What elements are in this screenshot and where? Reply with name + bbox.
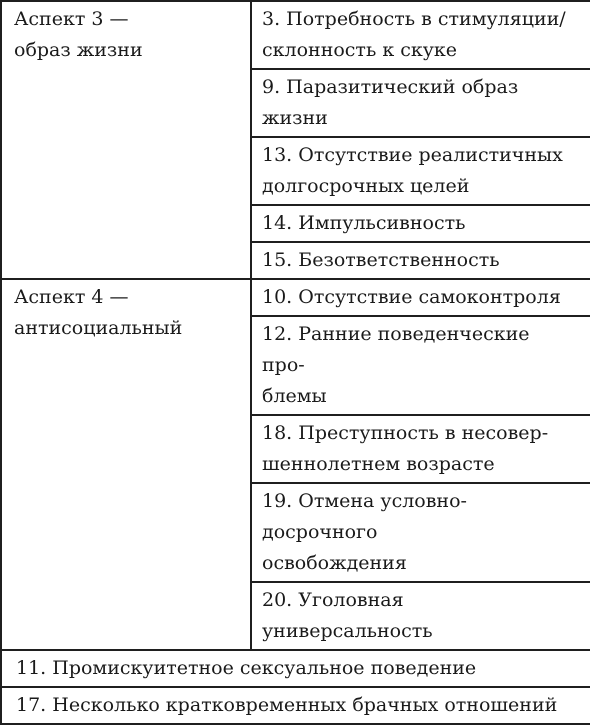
item-cell xyxy=(251,279,590,316)
item-text: 13. Отсутствие реалистичных xyxy=(262,144,563,166)
item-cell xyxy=(251,582,590,650)
item-text: 18. Преступность в несовер- xyxy=(262,422,549,444)
item-cell xyxy=(251,69,590,137)
aspect-label-line: антисоциальный xyxy=(14,317,183,339)
item-text: 17. Несколько кратковременных брачных отношений xyxy=(16,694,558,716)
item-cell xyxy=(251,205,590,242)
table-row xyxy=(1,1,590,69)
full-width-item xyxy=(1,687,590,724)
item-cell xyxy=(251,415,590,483)
item-text: 12. Ранние поведенческие про- xyxy=(262,323,530,376)
item-cell xyxy=(251,483,590,582)
item-text: 19. Отмена условно-досрочного xyxy=(262,490,467,543)
item-text: 3. Потребность в стимуляции/ xyxy=(262,8,566,30)
item-text: 14. Импульсивность xyxy=(262,212,466,234)
item-text: 15. Безответственность xyxy=(262,249,500,271)
table-row xyxy=(1,650,590,687)
aspect-label-line: образ жизни xyxy=(14,39,143,61)
item-cell xyxy=(251,1,590,69)
item-text: склонность к скуке xyxy=(262,39,458,61)
table-row xyxy=(1,687,590,724)
item-text: 9. Паразитический образ жизни xyxy=(262,76,519,129)
item-text: 20. Уголовная универсальность xyxy=(262,589,433,642)
aspect-3-label xyxy=(1,1,251,279)
table-row xyxy=(1,279,590,316)
aspect-label-line: Аспект 3 — xyxy=(14,8,129,30)
aspect-4-label xyxy=(1,279,251,650)
item-text: освобождения xyxy=(262,552,407,574)
item-cell xyxy=(251,137,590,205)
item-text: блемы xyxy=(262,385,327,407)
item-cell xyxy=(251,242,590,279)
item-text: 10. Отсутствие самоконтроля xyxy=(262,286,561,308)
item-cell xyxy=(251,316,590,415)
item-text: 11. Промискуитетное сексуальное поведение xyxy=(16,657,477,679)
full-width-item xyxy=(1,650,590,687)
aspect-label-line: Аспект 4 — xyxy=(14,286,129,308)
item-text: шеннолетнем возрасте xyxy=(262,453,495,475)
item-text: долгосрочных целей xyxy=(262,175,470,197)
